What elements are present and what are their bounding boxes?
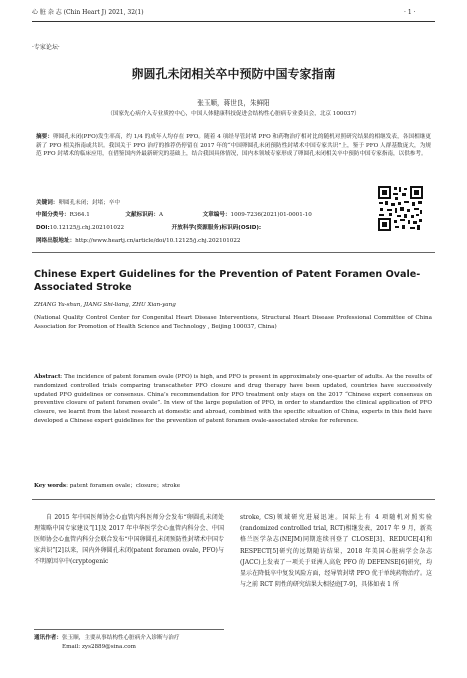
- affiliation-en: (National Quality Control Center for Congenital Heart Disease Interventions, Structural Heart Disease Professional Committee of China Association for Promotion of Health Science and Technology , Beijing 100037, China): [34, 315, 432, 330]
- column-label: ·专家论坛·: [32, 44, 60, 51]
- meta-separator: [32, 252, 435, 253]
- clc-label: 中图分类号：: [36, 212, 70, 218]
- footnote-label: 通讯作者：: [34, 635, 62, 641]
- affiliation-cn: （国家先心病介入专业质控中心，中国人体健康科技促进会结构性心脏病专业委员会，北京 100037）: [107, 111, 360, 117]
- abstract-cn: [36, 133, 431, 159]
- meta-line-3: [36, 238, 376, 246]
- osid-qr-code: [377, 185, 424, 232]
- abstract-cn-text: 卵圆孔未闭(PFO)发生率高，约 1/4 的成年人均存在 PFO。随着 4 项经导管封堵 PFO 和药物治疗相对比的随机对照研究结果的相继发表，各国相继更新了 PFO 相关指南或共识。我国关于 PFO 治疗的推荐仍停留在 2017 年的“中国卵圆孔未闭预防性封堵术中国专家共识”上，鉴于 PFO 人群基数庞大，为规范 PFO 封堵术的临床应用，在借鉴国内外最新研究的基础上，结合我国具体情况，国内本领域专家形成了卵圆孔未闭相关卒中预防中国专家指南，以供参考。: [36, 134, 431, 158]
- title-en: Chinese Expert Guidelines for the Prevention of Patent Foramen Ovale-Associated Stroke: [34, 269, 421, 293]
- doi-value[interactable]: 10.12125/j.chj.202101022: [49, 225, 125, 231]
- abstract-cn-label: 摘要：: [36, 134, 53, 140]
- abstract-en-text: : The incidence of patent foramen ovale (PFO) is high, and PFO is present in approximately one-quarter of adults. As the results of randomized controlled trials comparing transcatheter PFO closure and drug therapy have been updated, countries have successively updated PFO guidelines or consensus. China’s recommendation for PFO treatment only stays on the 2017 “Chinese expert consensus on preventive closure of patent foramen ovale”. In view of the large population of PFO, in order to standardize the clinical application of PFO closure, we learnt from the latest research at domestic and abroad, combined with the specific situation of China, experts in this field have developed a Chinese expert guidelines for the prevention of patent foramen ovale-associated stroke for reference.: [34, 374, 432, 424]
- doc-code-value: A: [158, 212, 163, 218]
- url-value[interactable]: http://www.heartj.cn/article/doi/10.12125/j.chj.202101022: [75, 238, 241, 244]
- keywords-cn-text: 卵圆孔未闭；封堵；卒中: [58, 200, 120, 206]
- body-right-column: stroke, CS)领域研究进展迅速。国际上有 4 项随机对照实验(randomized controlled trial, RCT)相继发表，2017 年 9 月，新英格兰医学杂志(NEJM)同期连续刊登了 CLOSE[3]、REDUCE[4]和 RESPECT[5]研究的远期随访结果，2018 年美国心脏病学会杂志(JACC)上发表了一项关于亚洲人高危 PFO 的 DEFENSE[6]研究，均显示在降低卒中复发风险方面，经导管封堵 PFO 优于单纯药物治疗。这与之前 RCT 阴性的研究结果大相径庭[7-9]，具体如表 1 所: [240, 514, 432, 589]
- page-number: · 1 ·: [404, 9, 416, 16]
- article-id-label: 文章编号：: [202, 212, 231, 218]
- abstract-separator: [32, 499, 435, 500]
- keywords-cn-label: 关键词：: [36, 200, 59, 206]
- url-label: 网络出版地址：: [36, 238, 76, 244]
- authors-en: ZHANG Yu-shun, JIANG Shi-liang, ZHU Xian-yang: [34, 302, 176, 308]
- footnote-rule: [34, 629, 224, 630]
- body-left-column: 自 2015 年中国医师协会心血管内科医师分会发布“卵圆孔未闭处理策略中国专家建议”[1]及 2017 年中华医学会心血管内科分会、中国医师协会心血管内科分会联合发布“中国卵圆孔未闭预防性封堵术中国专家共识”[2]以来，国内外卵圆孔未闭(patent foramen ovale, PFO)与不明原因卒中(cryptogenic: [34, 514, 224, 565]
- qr-code-icon: [377, 185, 424, 232]
- abstract-en-label: Abstract: [34, 374, 61, 380]
- doi-label: DOI:: [36, 225, 50, 231]
- meta-line-1: [36, 212, 366, 220]
- authors-cn: 张玉顺，蒋世良，朱鲜阳: [197, 99, 270, 107]
- keywords-en-label: Key words: [34, 483, 67, 489]
- meta-line-2: [36, 225, 376, 233]
- footnote-email[interactable]: Email: zys2889@sina.com: [62, 644, 136, 650]
- clc-value: R364.1: [69, 212, 90, 218]
- running-header-left: 心 脏 杂 志 (Chin Heart J) 2021, 32(1): [32, 9, 144, 16]
- osid-label: 开放科学(资源服务)标识码(OSID):: [171, 225, 262, 231]
- header-rule: [32, 21, 435, 22]
- footnote-text: 张玉顺，主要从事结构性心脏病介入诊断与治疗: [61, 635, 180, 641]
- doc-code-label: 文献标识码：: [125, 212, 159, 218]
- footnote: [34, 634, 229, 642]
- abstract-en: [34, 373, 432, 426]
- keywords-cn: [36, 200, 120, 208]
- keywords-en-text: : patent foramen ovale；closure；stroke: [66, 483, 181, 489]
- keywords-en: [34, 483, 180, 491]
- title-cn: 卵圆孔未闭相关卒中预防中国专家指南: [131, 67, 336, 81]
- article-id-value: 1009-7236(2021)01-0001-10: [230, 212, 312, 218]
